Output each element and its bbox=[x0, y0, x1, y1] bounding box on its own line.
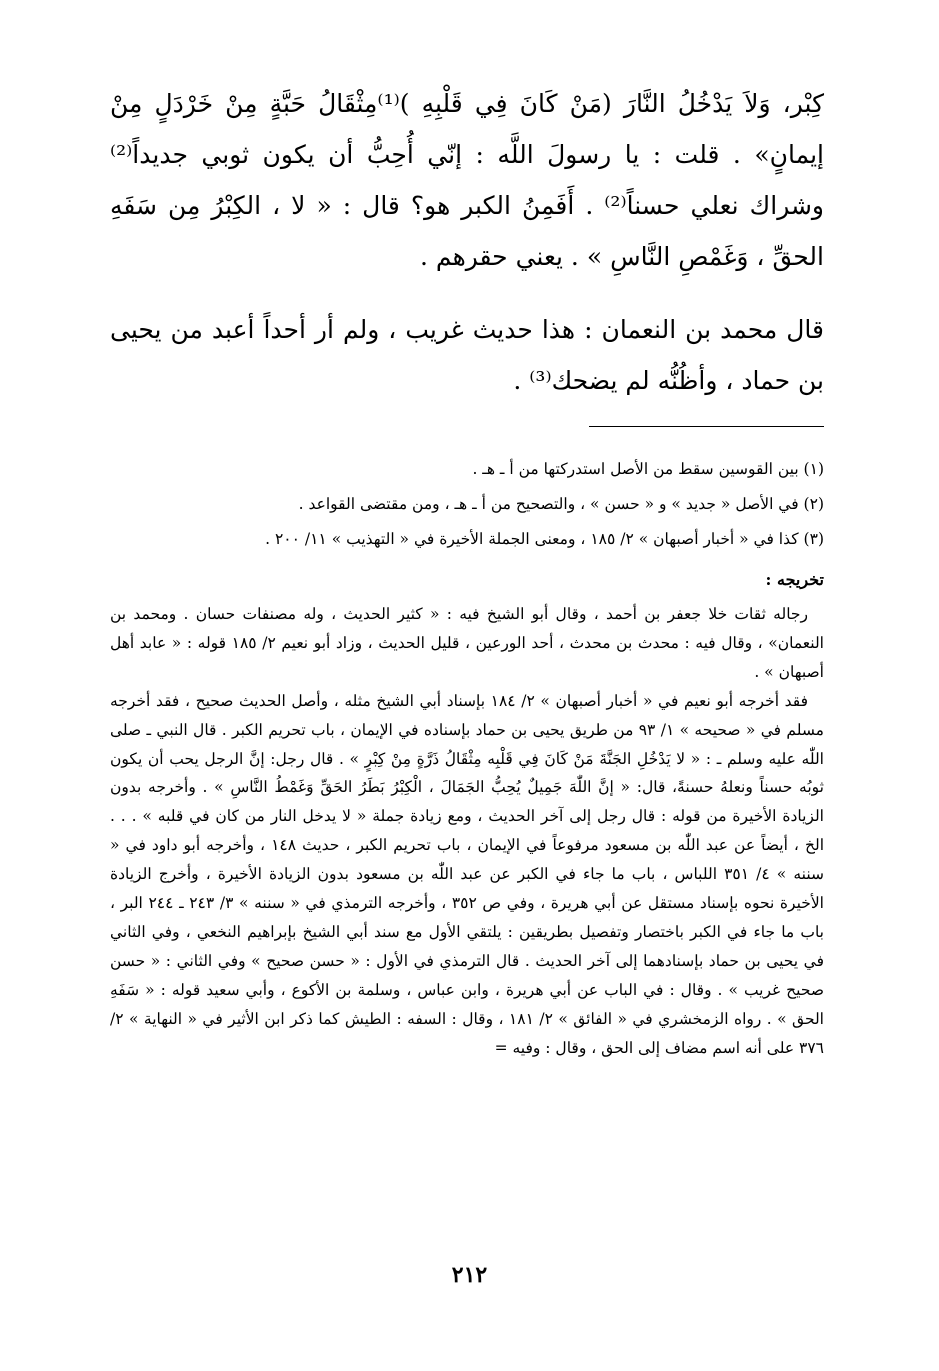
footnote-divider bbox=[589, 426, 824, 427]
narrator-comment-paragraph: قال محمد بن النعمان : هذا حديث غريب ، ولم أر أحداً أعبد من يحيى بن حماد ، وأظُنُّه لم يضحك⁽³⁾ . bbox=[110, 315, 824, 395]
footnote-2: (٢) في الأصل « جديد » و « حسن » ، والتصحيح من أ ـ هـ ، ومن مقتضى القواعد . bbox=[298, 495, 824, 513]
takhrij-heading: تخريجه : bbox=[765, 570, 824, 589]
footnote-3: (٣) كذا في « أخبار أصبهان » ٢/ ١٨٥ ، ومعنى الجملة الأخيرة في « التهذيب » ١١/ ٢٠٠ . bbox=[265, 530, 824, 548]
footnotes bbox=[110, 452, 824, 557]
footnote-1: (١) بين القوسين سقط من الأصل استدركتها من أ ـ هـ . bbox=[472, 460, 824, 478]
main-text-block bbox=[110, 78, 824, 406]
takhrij-paragraph-sources: فقد أخرجه أبو نعيم في « أخبار أصبهان » ٢/ ١٨٤ بإسناد أبي الشيخ مثله ، وأصل الحديث صحيح ، فقد أخرجه مسلم في « صحيحه » ١/ ٩٣ من طريق يحيى بن حماد بإسناده في الإيمان ، باب تحريم الكبر . قال النبي ـ صلى اللّٰه عليه وسلم ـ : « لا يَدْخُلِ الجَنَّةَ مَنْ كَانَ فِي قَلْبِه مِثْقَالُ ذَرَّةٍ مِنْ كِبْرٍ » . قال رجل: إنَّ الرجل يحب أن يكون ثوبُه حسناً ونعلهُ حسنةً، قال: « إنَّ اللّٰهَ جَمِيلٌ يُحِبُّ الجَمَالَ ، الْكِبْرُ بَطَرُ الحَقِّ وَغَمْطُ النَّاسِ » . وأخرجه بدون الزيادة الأخيرة من قوله : قال رجل إلى آخر الحديث ، ومع زيادة جملة « لا يدخل النار من كان في قلبه » . . . الخ ، أيضاً عن عبد اللّٰه بن مسعود مرفوعاً في الإيمان ، باب تحريم الكبر ، حديث ١٤٨ ، وأخرجه أبو داود في « سننه » ٤/ ٣٥١ اللباس ، باب ما جاء في الكبر عن عبد اللّٰه بن مسعود بدون الزيادة الأخيرة ، وأخرج الزيادة الأخيرة نحوه بإسناد مستقل عن أبي هريرة ، وفي ص ٣٥٢ ، وأخرجه الترمذي في « سننه » ٣/ ٢٤٣ ـ ٢٤٤ البر ، باب ما جاء في الكبر باختصار وتفصيل بطريقين : يلتقي الأول مع سند أبي الشيخ بإبراهيم النخعي ، وفي الثاني في يحيى بن حماد بإسنادهما إلى آخر الحديث . قال الترمذي في الأول : « حسن صحيح » وفي الثاني : « حسن صحيح غريب » . وقال : في الباب عن أبي هريرة ، وابن عباس ، وسلمة بن الأكوع ، وأبي سعيد قوله : « سَفَهِ الحق » . رواه الزمخشري في « الفائق » ٢/ ١٨١ ، وقال : السفه : الطيش كما ذكر ابن الأثير في « النهاية » ٢/ ٣٧٦ على أنه اسم مضاف إلى الحق ، وقال : وفيه = bbox=[110, 691, 825, 1057]
hadith-paragraph: كِبْر، وَلاَ يَدْخُلُ النَّارَ (مَنْ كَانَ فِي قَلْبِهِ )⁽¹⁾مِثْقَالُ حَبَّةٍ مِنْ خَرْدَلٍ مِنْ إيمانٍ» . قلت : يا رسولَ اللَّه : إنّي أُحِبُّ أن يكون ثوبي جديداً⁽²⁾ وشراك نعلي حسناً⁽²⁾ . أَفَمِنُ الكبر هو؟ قال : « لا ، الكِبْرُ مِن سَفَهِ الحقِّ ، وَغَمْصِ النَّاسِ » . يعني حقرهم . bbox=[110, 89, 825, 271]
takhrij-body bbox=[110, 600, 824, 1063]
page-number: ٢١٢ bbox=[451, 1262, 488, 1288]
takhrij-paragraph-narrators: رجاله ثقات خلا جعفر بن أحمد ، وقال أبو الشيخ فيه : « كثير الحديث ، وله مصنفات حسان . ومحمد بن النعمان» ، وقال فيه : محدث بن محدث ، أحد الورعين ، قليل الحديث ، وزاد أبو نعيم ٢/ ١٨٥ قوله : « عابد أهل أصبهان » . bbox=[110, 605, 824, 681]
